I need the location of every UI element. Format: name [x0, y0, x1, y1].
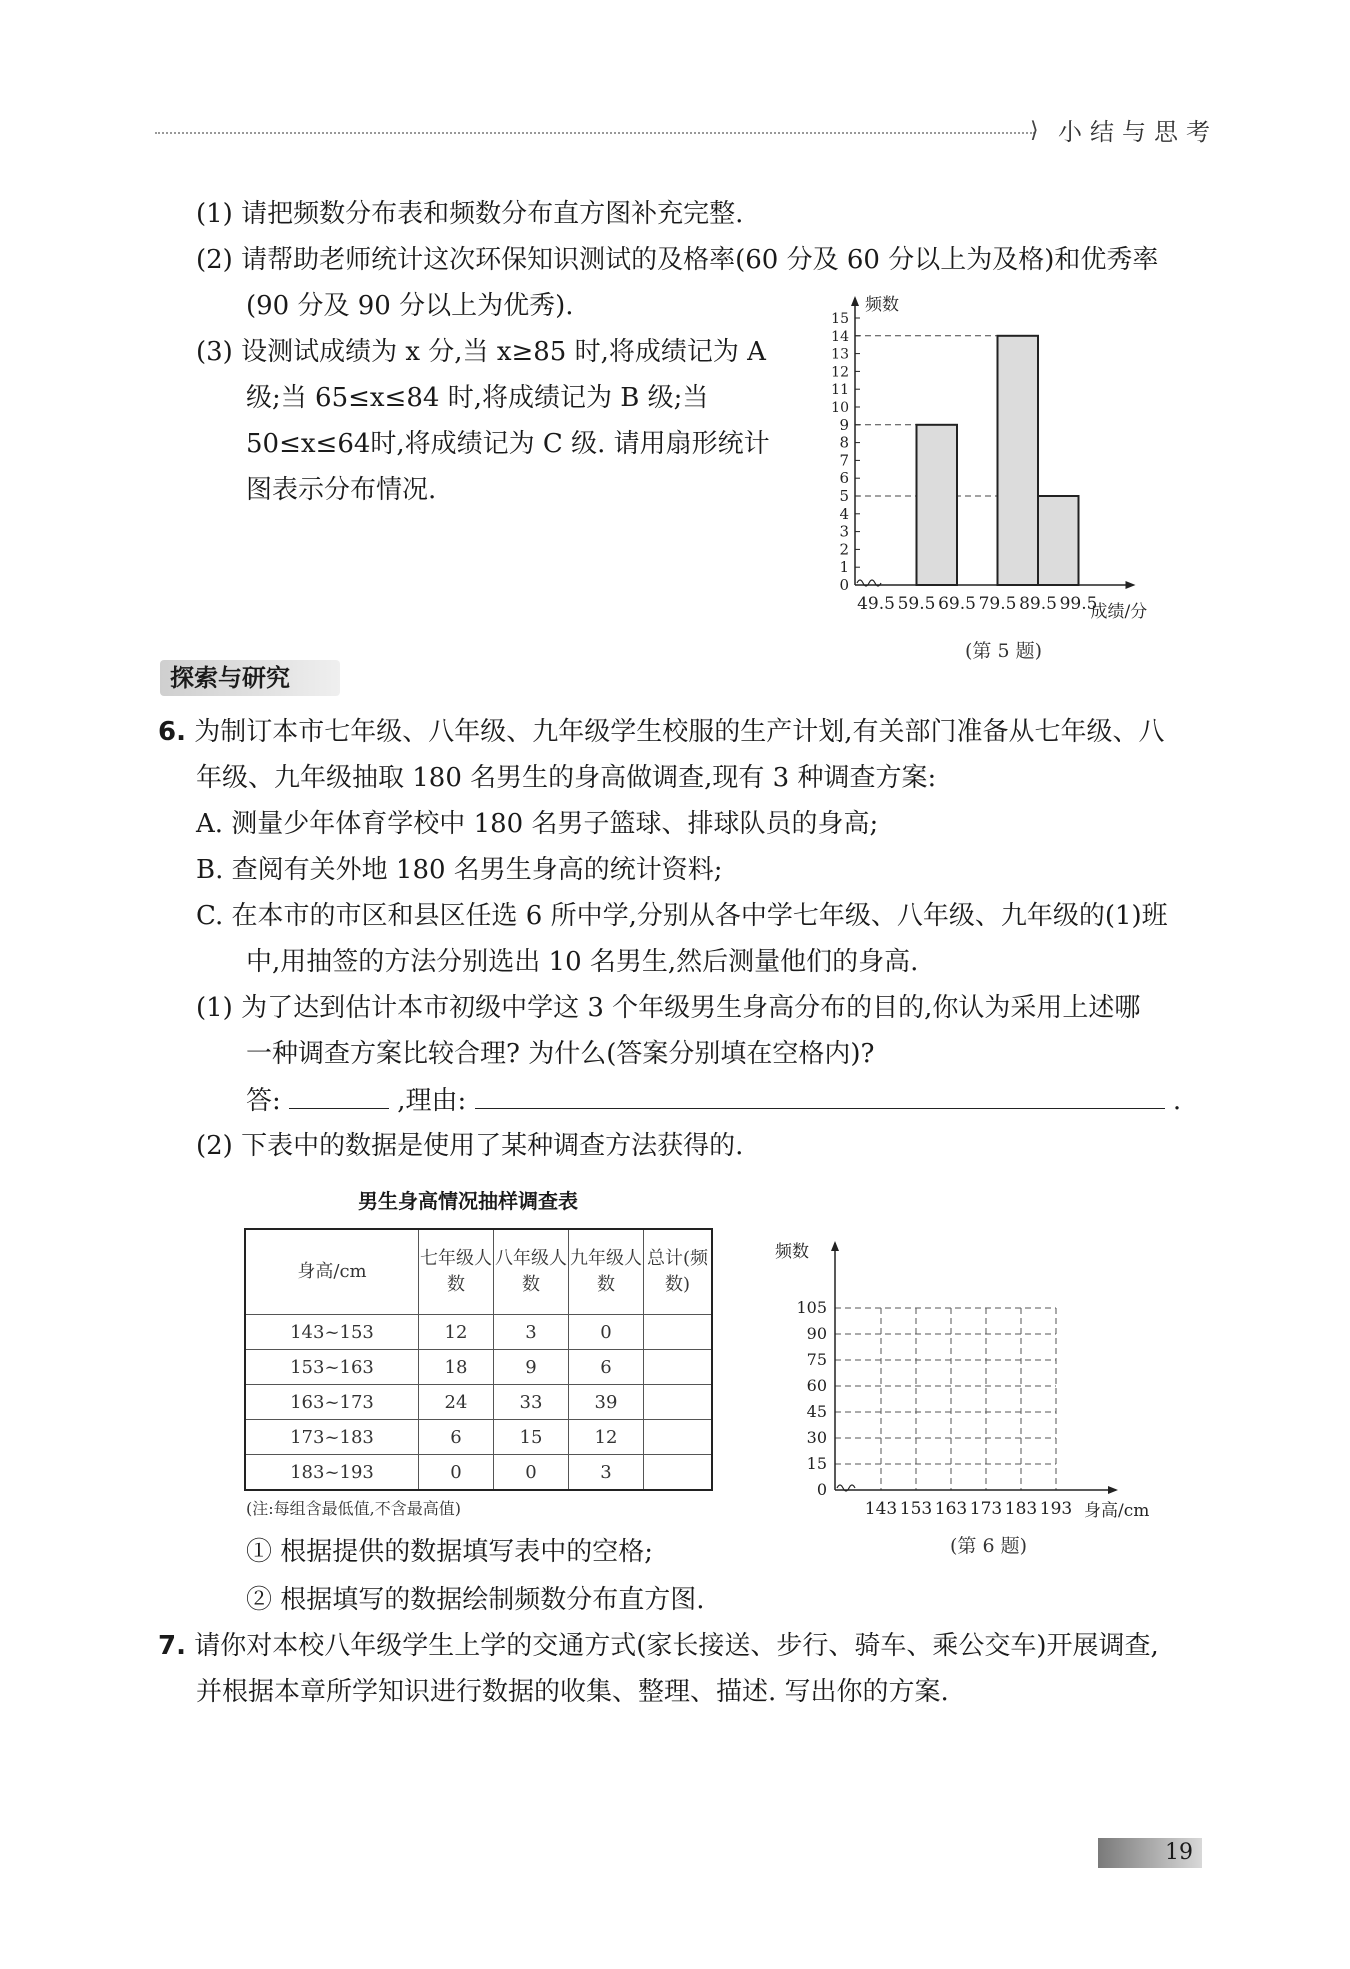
y-tick-label: 75 [806, 1350, 827, 1369]
q5-part2-line2: (90 分及 90 分以上为优秀). [246, 291, 574, 321]
y-tick-label: 15 [806, 1454, 827, 1473]
table-cell: 173~183 [245, 1420, 419, 1455]
table-note: (注:每组含最低值,不含最高值) [246, 1499, 461, 1518]
table-row [245, 1420, 712, 1455]
table-cell: 12 [419, 1315, 494, 1350]
q7-line1 [158, 1624, 1159, 1668]
y-tick-label: 30 [806, 1428, 827, 1447]
x-axis-arrow [1108, 1486, 1118, 1494]
x-tick-label: 49.5 [857, 594, 895, 614]
y-axis-label: 频数 [775, 1242, 809, 1262]
q5-part2-line1: (2) 请帮助老师统计这次环保知识测试的及格率(60 分及 60 分以上为及格)和优秀率 [196, 245, 1159, 275]
q6-option-a: A. 测量少年体育学校中 180 名男子篮球、排球队员的身高; [196, 809, 879, 839]
y-tick-label: 13 [831, 346, 849, 363]
x-axis-arrow [1126, 581, 1136, 589]
y-tick-label: 2 [839, 540, 849, 559]
table-cell: 0 [419, 1455, 494, 1491]
table-cell: 24 [419, 1385, 494, 1420]
y-tick-label: 11 [831, 382, 849, 399]
q7-number: 7. [158, 1631, 186, 1661]
y-tick-label: 0 [839, 576, 849, 594]
table-total-blank[interactable] [644, 1455, 713, 1491]
y-tick-label: 5 [839, 487, 849, 505]
histogram-bar [998, 336, 1039, 585]
table-cell: 9 [494, 1350, 569, 1385]
y-tick-label: 45 [806, 1402, 827, 1421]
header-total: 总计(频数) [644, 1229, 713, 1315]
table-cell: 3 [494, 1315, 569, 1350]
y-tick-label: 60 [806, 1376, 827, 1395]
x-tick-label: 89.5 [1019, 594, 1057, 614]
y-tick-label: 14 [831, 328, 849, 345]
y-tick-label: 10 [831, 400, 849, 416]
q6-part1-line2: 一种调查方案比较合理? 为什么(答案分别填在空格内)? [246, 1039, 875, 1069]
x-tick-label: 163 [934, 1499, 968, 1519]
x-tick-label: 99.5 [1059, 594, 1098, 614]
x-tick-label: 143 [864, 1499, 898, 1519]
table-cell: 39 [569, 1385, 644, 1420]
header-rule [155, 132, 1035, 134]
q5-part3-line4: 图表示分布情况. [246, 475, 437, 505]
table-row [245, 1455, 712, 1491]
x-tick-label: 69.5 [938, 594, 976, 614]
table-cell: 3 [569, 1455, 644, 1491]
table-cell: 12 [569, 1420, 644, 1455]
table-cell: 0 [494, 1455, 569, 1491]
table-cell: 6 [419, 1420, 494, 1455]
q6-intro-line2: 年级、九年级抽取 180 名男生的身高做调查,现有 3 种调查方案: [196, 763, 937, 793]
table-total-blank[interactable] [644, 1420, 713, 1455]
table-cell: 15 [494, 1420, 569, 1455]
q6-part1-line1: (1) 为了达到估计本市初级中学这 3 个年级男生身高分布的目的,你认为采用上述哪 [196, 993, 1141, 1023]
x-tick-label: 59.5 [897, 594, 936, 614]
x-tick-label: 153 [899, 1499, 933, 1519]
q6-option-c-line2: 中,用抽签的方法分别选出 10 名男生,然后测量他们的身高. [246, 947, 919, 977]
y-tick-label: 105 [796, 1298, 827, 1317]
table-title: 男生身高情况抽样调查表 [358, 1189, 578, 1213]
y-tick-label: 9 [839, 415, 849, 434]
table-cell: 18 [419, 1350, 494, 1385]
header-title: 小结与思考 [1058, 118, 1218, 146]
table-cell: 143~153 [245, 1315, 419, 1350]
header-grade7: 七年级人数 [419, 1229, 494, 1315]
x-tick-label: 79.5 [978, 594, 1017, 614]
reason-blank[interactable] [475, 1078, 1165, 1109]
q6-intro-line1: 为制订本市七年级、八年级、九年级学生校服的生产计划,有关部门准备从七年级、八 [194, 717, 1165, 747]
q7-text-line2: 并根据本章所学知识进行数据的收集、整理、描述. 写出你的方案. [196, 1677, 949, 1707]
table-header-row [245, 1229, 712, 1315]
table-total-blank[interactable] [644, 1385, 713, 1420]
answer-end: . [1172, 1086, 1182, 1116]
answer-blank[interactable] [289, 1078, 389, 1109]
section-title: 探索与研究 [160, 660, 340, 696]
table-total-blank[interactable] [644, 1350, 713, 1385]
x-tick-label: 183 [1004, 1499, 1038, 1519]
header-arrow-icon: ⟩ [1030, 118, 1039, 143]
q6-sub1: ① 根据提供的数据填写表中的空格; [246, 1537, 654, 1567]
score-histogram-chart [815, 290, 1210, 640]
q6-number: 6. [158, 717, 186, 747]
height-survey-table [244, 1228, 713, 1491]
q6-caption: (第 6 题) [950, 1535, 1027, 1557]
q5-part3-line3: 50≤x≤64时,将成绩记为 C 级. 请用扇形统计 [246, 429, 770, 459]
table-cell: 33 [494, 1385, 569, 1420]
histogram-bar [1038, 496, 1079, 585]
q6-sub2: ② 根据填写的数据绘制频数分布直方图. [246, 1585, 705, 1615]
x-axis-label: 成绩/分 [1090, 602, 1148, 622]
x-tick-label: 193 [1039, 1499, 1073, 1519]
table-row [245, 1385, 712, 1420]
q7-text-line1: 请你对本校八年级学生上学的交通方式(家长接送、步行、骑车、乘公交车)开展调查, [194, 1631, 1159, 1661]
table-cell: 183~193 [245, 1455, 419, 1491]
q5-part1: (1) 请把频数分布表和频数分布直方图补充完整. [196, 199, 744, 229]
q5-caption: (第 5 题) [965, 640, 1042, 662]
header-grade8: 八年级人数 [494, 1229, 569, 1315]
table-cell: 163~173 [245, 1385, 419, 1420]
q6-answer-row [246, 1078, 1181, 1123]
answer-label: 答: [246, 1086, 281, 1116]
y-axis-arrow [831, 1241, 839, 1251]
y-tick-label: 7 [839, 451, 849, 470]
table-cell: 6 [569, 1350, 644, 1385]
q5-part3-line1: (3) 设测试成绩为 x 分,当 x≥85 时,将成绩记为 A [196, 337, 766, 367]
y-tick-label: 4 [839, 504, 849, 523]
x-axis-label: 身高/cm [1084, 1501, 1150, 1520]
table-row [245, 1350, 712, 1385]
q6-line1 [158, 710, 1165, 754]
reason-label: ,理由: [397, 1086, 467, 1116]
height-histogram-grid [770, 1235, 1215, 1520]
table-cell: 0 [569, 1315, 644, 1350]
header-height: 身高/cm [245, 1229, 419, 1315]
y-axis-arrow [851, 296, 859, 306]
y-tick-label: 1 [839, 558, 849, 577]
header-grade9: 九年级人数 [569, 1229, 644, 1315]
y-axis-label: 频数 [865, 295, 899, 315]
histogram-bar [917, 425, 958, 585]
y-tick-label: 8 [839, 433, 849, 452]
y-tick-label: 0 [816, 1480, 827, 1499]
y-tick-label: 3 [839, 522, 849, 541]
q6-option-c-line1: C. 在本市的市区和县区任选 6 所中学,分别从各中学七年级、八年级、九年级的(1)班 [196, 901, 1168, 931]
q6-option-b: B. 查阅有关外地 180 名男生身高的统计资料; [196, 855, 723, 885]
q6-part2: (2) 下表中的数据是使用了某种调查方法获得的. [196, 1131, 744, 1161]
table-row [245, 1315, 712, 1350]
page-number: 19 [1165, 1840, 1193, 1865]
x-tick-label: 173 [969, 1499, 1003, 1519]
y-tick-label: 6 [839, 469, 849, 488]
y-tick-label: 12 [831, 364, 849, 381]
table-total-blank[interactable] [644, 1315, 713, 1350]
y-tick-label: 90 [806, 1324, 827, 1343]
table-cell: 153~163 [245, 1350, 419, 1385]
y-tick-label: 15 [831, 311, 849, 327]
q5-part3-line2: 级;当 65≤x≤84 时,将成绩记为 B 级;当 [246, 383, 709, 413]
